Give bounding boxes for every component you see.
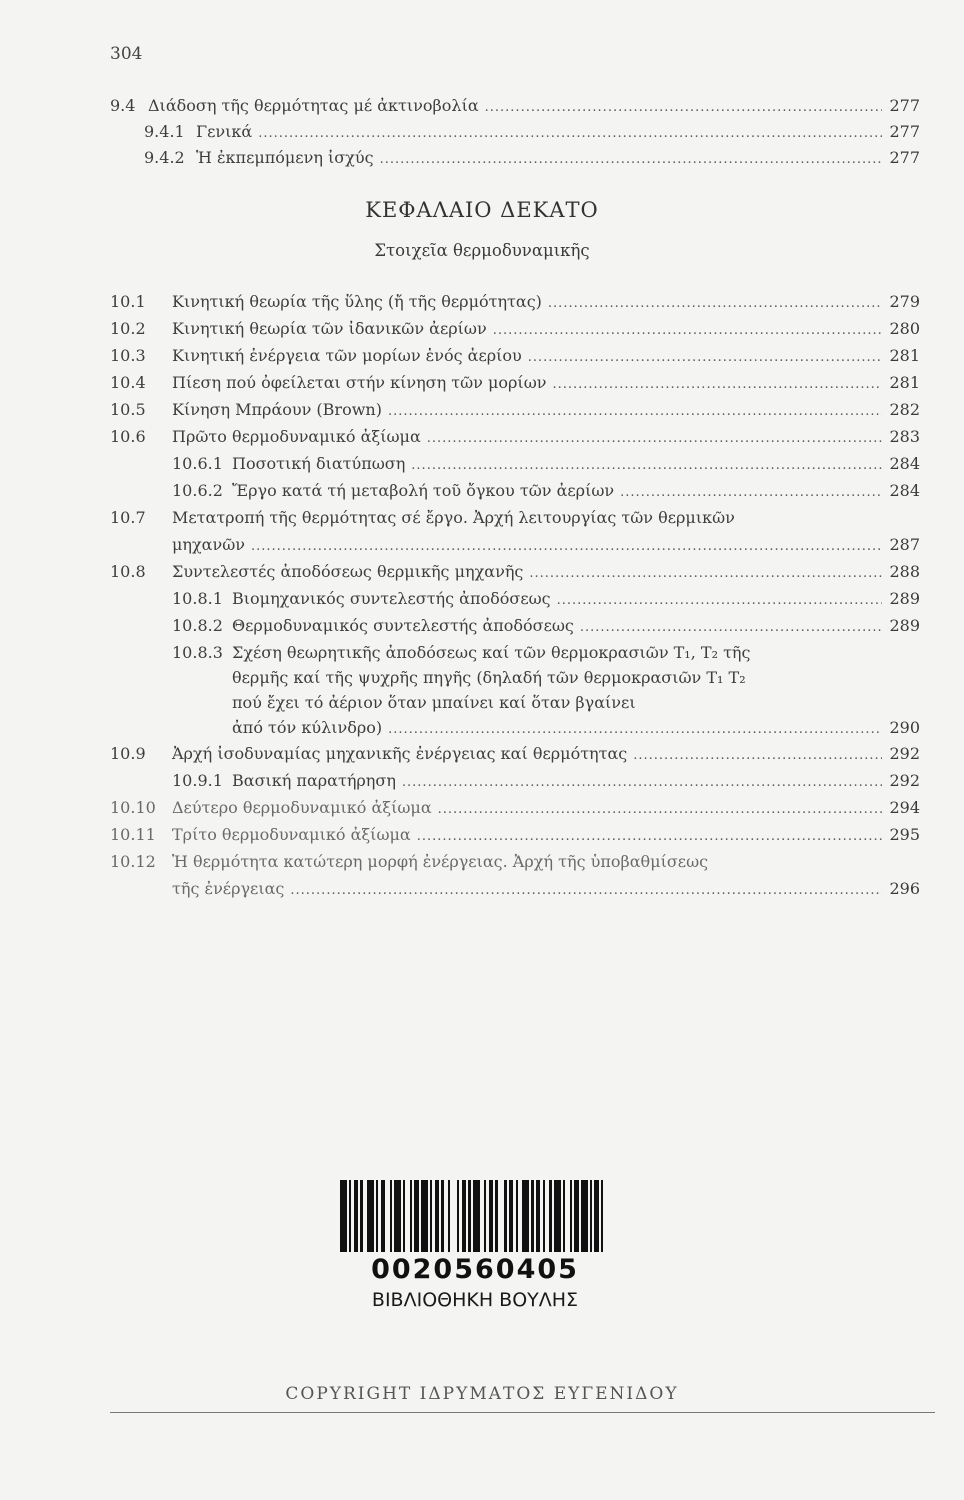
toc-entry-title: Συντελεστές ἀποδόσεως θερμικῆς μηχανῆς	[172, 562, 524, 581]
leader-dots	[529, 564, 882, 584]
toc-entry	[172, 879, 920, 901]
toc-entry-title: Πρῶτο θερμοδυναμικό ἀξίωμα	[172, 427, 421, 446]
toc-entry	[110, 744, 920, 766]
leader-dots	[388, 402, 882, 422]
toc-entry-page: 289	[889, 616, 920, 635]
toc-entry-title: Ἀρχή ἰσοδυναμίας μηχανικῆς ἐνέργειας καί θερμότητας	[172, 744, 628, 763]
toc-entry-page: 280	[889, 319, 920, 338]
leader-dots	[417, 827, 882, 847]
toc-entry	[110, 373, 920, 395]
toc-entry-page: 290	[889, 718, 920, 737]
leader-dots	[251, 537, 882, 557]
leader-dots	[427, 429, 882, 449]
toc-entry-title-continued: ἀπό τόν κύλινδρο)	[232, 718, 383, 737]
chapter-subtitle: Στοιχεῖα θερμοδυναμικῆς	[374, 241, 590, 260]
leader-dots	[557, 591, 882, 611]
leader-dots	[438, 800, 882, 820]
leader-dots	[290, 881, 882, 901]
toc-entry-title: Κινητική θεωρία τῶν ἰδανικῶν ἀερίων	[172, 319, 487, 338]
toc-entry-page: 277	[889, 122, 920, 141]
toc-entry-title: Ἡ ἐκπεμπόμενη ἰσχύς	[196, 148, 374, 167]
toc-entry-number: 9.4	[110, 96, 136, 115]
barcode-bar	[340, 1180, 347, 1252]
toc-entry-title: Δεύτερο θερμοδυναμικό ἀξίωμα	[172, 798, 432, 817]
toc-entry	[232, 718, 920, 740]
toc-entry-page: 288	[889, 562, 920, 581]
leader-dots	[388, 720, 882, 740]
leader-dots	[580, 618, 882, 638]
toc-entry-page: 287	[889, 535, 920, 554]
toc-entry-number: 10.8.3	[172, 643, 223, 662]
chapter-title: ΚΕΦΑΛΑΙΟ ΔΕΚΑΤΟ	[365, 198, 599, 222]
toc-entry-title: Γενικά	[196, 122, 253, 141]
toc-entry-title: Μετατροπή τῆς θερμότητας σέ ἔργο. Ἀρχή λειτουργίας τῶν θερμικῶν	[172, 508, 735, 527]
toc-entry-page: 292	[889, 771, 920, 790]
barcode-bar	[394, 1180, 401, 1252]
toc-entry-number: 10.3	[110, 346, 146, 365]
toc-entry-number: 10.7	[110, 508, 146, 527]
toc-entry-title: Κινητική θεωρία τῆς ὕλης (ἤ τῆς θερμότητας)	[172, 292, 542, 311]
leader-dots	[620, 483, 882, 503]
leader-dots	[402, 773, 882, 793]
barcode-bar	[603, 1180, 610, 1252]
toc-entry	[110, 96, 920, 118]
toc-entry-number: 9.4.1	[144, 122, 185, 141]
toc-entry-page: 281	[889, 346, 920, 365]
page-number: 304	[110, 44, 143, 64]
toc-entry-page: 284	[889, 454, 920, 473]
barcode-bar	[473, 1180, 480, 1252]
leader-dots	[493, 321, 882, 341]
barcode	[340, 1180, 610, 1252]
library-barcode-label	[340, 1180, 610, 1311]
toc-entry-page: 295	[889, 825, 920, 844]
leader-dots	[528, 348, 882, 368]
toc-entry-number: 10.1	[110, 292, 146, 311]
toc-entry-number: 10.4	[110, 373, 146, 392]
toc-entry-page: 292	[889, 744, 920, 763]
toc-entry-title: Πίεση πού ὀφείλεται στήν κίνηση τῶν μορίων	[172, 373, 547, 392]
toc-entry-number: 10.6.1	[172, 454, 223, 473]
toc-entry-page: 279	[889, 292, 920, 311]
copyright-notice: COPYRIGHT ΙΔΡΥΜΑΤΟΣ ΕΥΓΕΝΙΔΟΥ	[285, 1384, 679, 1404]
toc-entry-number: 10.6.2	[172, 481, 223, 500]
toc-entry-title-continued: τῆς ἐνέργειας	[172, 879, 285, 898]
toc-entry-title: Σχέση θεωρητικῆς ἀποδόσεως καί τῶν θερμοκρασιῶν T₁, T₂ τῆς	[232, 643, 751, 662]
toc-entry	[110, 400, 920, 422]
leader-dots	[411, 456, 882, 476]
toc-entry-page: 283	[889, 427, 920, 446]
toc-entry-number: 10.11	[110, 825, 156, 844]
toc-entry-number: 10.12	[110, 852, 156, 871]
toc-entry-page: 296	[889, 879, 920, 898]
toc-entry-title-continued: θερμῆς καί τῆς ψυχρῆς πηγῆς (δηλαδή τῶν θερμοκρασιῶν T₁ T₂	[232, 668, 746, 687]
barcode-bar	[367, 1180, 374, 1252]
toc-entry-number: 10.8.1	[172, 589, 223, 608]
toc-entry	[172, 481, 920, 503]
toc-entry-number: 10.9	[110, 744, 146, 763]
toc-entry-number: 10.10	[110, 798, 156, 817]
toc-entry-title: Ἡ θερμότητα κατώτερη μορφή ἐνέργειας. Ἀρχή τῆς ὑποβαθμίσεως	[172, 852, 709, 871]
toc-entry	[110, 825, 920, 847]
barcode-bar	[421, 1180, 428, 1252]
toc-entry-title-continued: μηχανῶν	[172, 535, 245, 554]
toc-entry	[110, 427, 920, 449]
leader-dots	[258, 124, 882, 144]
library-name: ΒΙΒΛΙΟΘΗΚΗ ΒΟΥΛΗΣ	[371, 1289, 579, 1311]
barcode-bar	[522, 1180, 529, 1252]
toc-entry-number: 10.2	[110, 319, 146, 338]
barcode-number: 0020560405	[371, 1254, 579, 1285]
toc-entry-page: 294	[889, 798, 920, 817]
barcode-bar	[554, 1180, 561, 1252]
toc-entry	[172, 454, 920, 476]
toc-entry	[172, 771, 920, 793]
leader-dots	[485, 98, 882, 118]
leader-dots	[633, 746, 882, 766]
leader-dots	[548, 294, 882, 314]
barcode-bar	[581, 1180, 588, 1252]
toc-entry-number: 10.5	[110, 400, 146, 419]
toc-entry	[110, 292, 920, 314]
toc-entry-number: 10.6	[110, 427, 146, 446]
toc-entry	[110, 346, 920, 368]
toc-entry-title: Κινητική ἐνέργεια τῶν μορίων ἑνός ἀερίου	[172, 346, 522, 365]
toc-entry	[110, 319, 920, 341]
toc-entry-number: 10.9.1	[172, 771, 223, 790]
toc-entry-title-continued: πού ἔχει τό ἀέριον ὅταν μπαίνει καί ὅταν βγαίνει	[232, 693, 636, 712]
toc-entry-number: 9.4.2	[144, 148, 185, 167]
toc-entry	[172, 616, 920, 638]
toc-entry-number: 10.8	[110, 562, 146, 581]
toc-entry	[144, 122, 920, 144]
leader-dots	[380, 150, 882, 170]
toc-entry-title: Κίνηση Μπράουν (Brown)	[172, 400, 382, 419]
toc-entry	[110, 562, 920, 584]
toc-entry-title: Ἔργο κατά τή μεταβολή τοῦ ὄγκου τῶν ἀερίων	[232, 481, 615, 500]
bottom-rule	[110, 1412, 935, 1413]
toc-entry-page: 284	[889, 481, 920, 500]
toc-entry-title: Θερμοδυναμικός συντελεστής ἀποδόσεως	[232, 616, 574, 635]
toc-entry-page: 277	[889, 96, 920, 115]
toc-entry-page: 277	[889, 148, 920, 167]
toc-entry	[144, 148, 920, 170]
toc-entry-page: 289	[889, 589, 920, 608]
toc-entry-page: 282	[889, 400, 920, 419]
toc-entry-title: Βασική παρατήρηση	[232, 771, 396, 790]
barcode-bar	[498, 1180, 505, 1252]
barcode-bar	[450, 1180, 457, 1252]
toc-entry	[172, 535, 920, 557]
toc-entry	[172, 589, 920, 611]
toc-entry-title: Ποσοτική διατύπωση	[232, 454, 406, 473]
toc-entry-number: 10.8.2	[172, 616, 223, 635]
toc-entry-title: Διάδοση τῆς θερμότητας μέ ἀκτινοβολία	[148, 96, 479, 115]
toc-entry-title: Τρίτο θερμοδυναμικό ἀξίωμα	[172, 825, 411, 844]
toc-entry	[110, 798, 920, 820]
toc-entry-title: Βιομηχανικός συντελεστής ἀποδόσεως	[232, 589, 551, 608]
toc-entry-page: 281	[889, 373, 920, 392]
leader-dots	[552, 375, 882, 395]
